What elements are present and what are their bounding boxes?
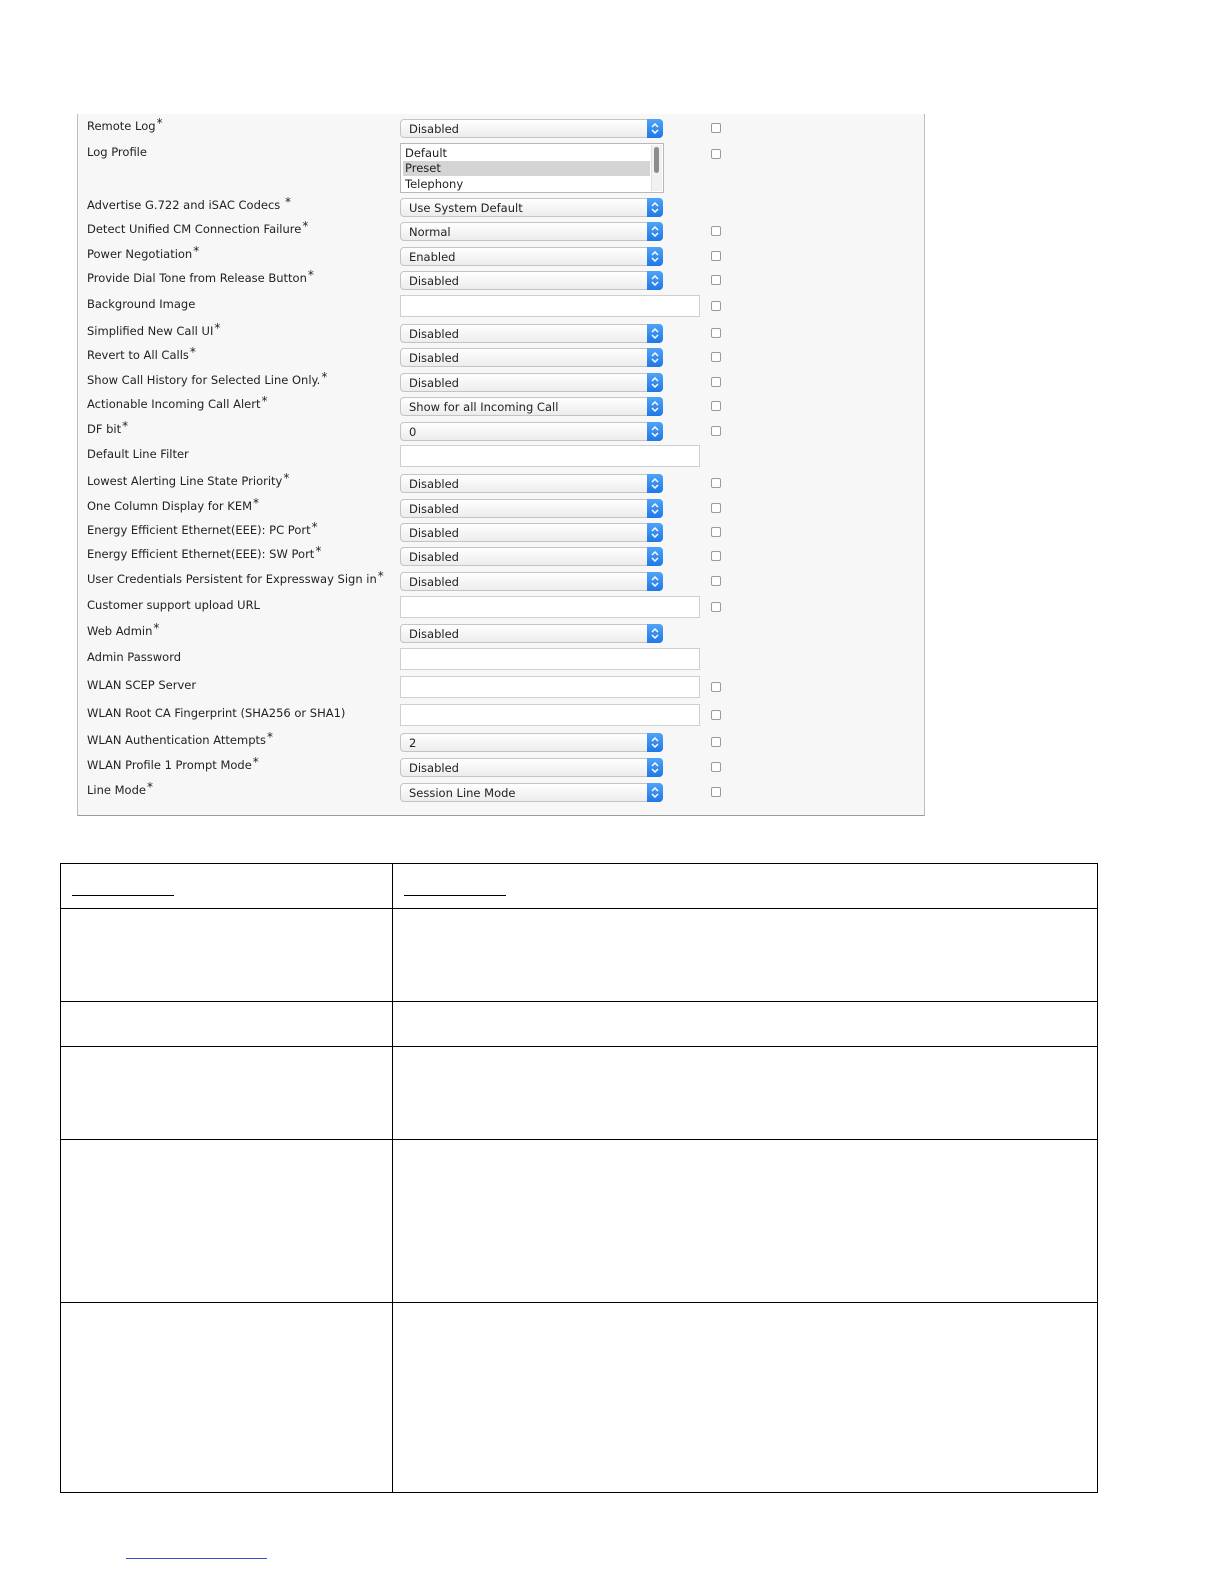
setting-row-wlan-scep-server [78,674,924,698]
list-option-preset[interactable]: Preset [403,161,650,176]
select-arrows-icon [647,474,663,493]
list-option-telephony[interactable]: Telephony [405,177,464,191]
setting-row-web-admin [78,620,924,644]
eee-sw-port-select[interactable]: Disabled [400,547,663,566]
table-cell [393,909,1098,1002]
setting-row-admin-password [78,646,924,670]
table-cell [393,1002,1098,1047]
required-asterisk: * [253,496,260,510]
setting-row-incoming-call-alert [78,393,924,417]
required-asterisk: * [307,268,314,282]
setting-label: DF bit [87,422,122,436]
required-asterisk: * [321,370,328,384]
table-header-row [61,864,1098,909]
eee-pc-port-select[interactable]: Disabled [400,523,663,542]
setting-row-one-column-kem [78,495,924,519]
required-asterisk: * [261,394,268,408]
listbox-scrollbar[interactable] [651,145,662,191]
setting-row-wlan-auth-attempts [78,729,924,753]
setting-label: Energy Efficient Ethernet(EEE): SW Port [87,547,315,561]
wlan-auth-attempts-select[interactable]: 2 [400,733,663,752]
override-checkbox[interactable] [711,226,721,236]
setting-label: Default Line Filter [87,447,189,461]
revert-all-calls-select[interactable]: Disabled [400,348,663,367]
web-admin-select[interactable]: Disabled [400,624,663,643]
setting-row-eee-pc-port [78,519,924,543]
setting-label: Remote Log [87,119,156,133]
required-asterisk: * [214,321,221,335]
override-checkbox[interactable] [711,602,721,612]
df-bit-select[interactable]: 0 [400,422,663,441]
document-table [60,863,1098,1493]
setting-row-call-history-line [78,369,924,393]
setting-label: Energy Efficient Ethernet(EEE): PC Port [87,523,311,537]
required-asterisk: * [377,569,384,583]
one-column-kem-select[interactable]: Disabled [400,499,663,518]
setting-label: WLAN Authentication Attempts [87,733,267,747]
override-checkbox[interactable] [711,682,721,692]
table-row [61,909,1098,1002]
table-cell [393,1140,1098,1303]
override-checkbox[interactable] [711,503,721,513]
power-negotiation-select[interactable]: Enabled [400,247,663,266]
override-checkbox[interactable] [711,251,721,261]
required-asterisk: * [267,730,274,744]
setting-row-power-negotiation [78,243,924,267]
override-checkbox[interactable] [711,737,721,747]
scrollbar-thumb[interactable] [654,147,659,173]
setting-row-background-image [78,293,924,317]
log-profile-listbox[interactable] [400,143,664,193]
select-arrows-icon [647,271,663,290]
table-header-cell [61,864,393,909]
table-cell [61,1303,393,1493]
required-asterisk: * [302,219,309,233]
setting-label: Revert to All Calls [87,348,189,362]
setting-row-support-upload-url [78,594,924,618]
override-checkbox[interactable] [711,478,721,488]
underline-rule [404,895,506,896]
setting-label: Customer support upload URL [87,598,260,612]
table-header-cell [393,864,1098,909]
table-cell [393,1047,1098,1140]
setting-row-default-line-filter [78,443,924,467]
setting-row-simplified-call-ui [78,320,924,344]
override-checkbox[interactable] [711,377,721,387]
setting-label: Line Mode [87,783,146,797]
select-arrows-icon [647,758,663,777]
table-cell [393,1303,1098,1493]
setting-label: Admin Password [87,650,182,664]
advertise-g722-select[interactable]: Use System Default [400,198,663,217]
dial-tone-release-select[interactable]: Disabled [400,271,663,290]
table-cell [61,1047,393,1140]
remote-log-select[interactable]: Disabled [400,119,663,138]
setting-row-line-mode [78,779,924,803]
override-checkbox[interactable] [711,787,721,797]
override-checkbox[interactable] [711,426,721,436]
user-credentials-select[interactable]: Disabled [400,572,663,591]
setting-label: Actionable Incoming Call Alert [87,397,261,411]
table-row [61,1140,1098,1303]
table-row [61,1047,1098,1140]
setting-label: Background Image [87,297,196,311]
required-asterisk: * [315,544,322,558]
setting-row-wlan-root-ca [78,702,924,726]
required-asterisk: * [193,244,200,258]
table-cell [61,1002,393,1047]
select-arrows-icon [647,547,663,566]
override-checkbox[interactable] [711,710,721,720]
override-checkbox[interactable] [711,762,721,772]
required-asterisk: * [122,419,129,433]
override-checkbox[interactable] [711,149,721,159]
phone-settings-panel [77,114,925,816]
wlan-profile-prompt-select[interactable]: Disabled [400,758,663,777]
select-arrows-icon [647,733,663,752]
wlan-root-ca-input[interactable] [400,704,700,726]
setting-label: WLAN Profile 1 Prompt Mode [87,758,252,772]
required-asterisk: * [156,116,163,130]
required-asterisk: * [146,780,153,794]
table-cell [61,1140,393,1303]
select-arrows-icon [647,348,663,367]
incoming-call-alert-select[interactable]: Show for all Incoming Call [400,397,663,416]
select-arrows-icon [647,783,663,802]
select-arrows-icon [647,572,663,591]
select-arrows-icon [647,119,663,138]
setting-row-detect-cm-failure [78,218,924,242]
admin-password-input[interactable] [400,648,700,670]
setting-row-eee-sw-port [78,543,924,567]
setting-row-revert-all-calls [78,344,924,368]
setting-label: Show Call History for Selected Line Only. [87,373,321,387]
override-checkbox[interactable] [711,328,721,338]
select-arrows-icon [647,397,663,416]
select-arrows-icon [647,198,663,217]
setting-label: Detect Unified CM Connection Failure [87,222,302,236]
underline-rule [72,895,174,896]
list-option-default[interactable]: Default [405,146,448,160]
setting-label: Simplified New Call UI [87,324,214,338]
required-asterisk: * [189,345,196,359]
setting-label: Web Admin [87,624,153,638]
setting-label: Log Profile [87,145,147,159]
setting-row-log-profile [78,141,924,195]
setting-row-lowest-alerting [78,470,924,494]
call-history-line-select[interactable]: Disabled [400,373,663,392]
select-arrows-icon [647,499,663,518]
override-checkbox[interactable] [711,576,721,586]
override-checkbox[interactable] [711,401,721,411]
required-asterisk: * [252,755,259,769]
select-arrows-icon [647,523,663,542]
line-mode-select[interactable]: Session Line Mode [400,783,663,802]
override-checkbox[interactable] [711,301,721,311]
background-image-input[interactable] [400,295,700,317]
setting-label: One Column Display for KEM [87,499,253,513]
detect-cm-failure-select[interactable]: Normal [400,222,663,241]
setting-row-df-bit [78,418,924,442]
setting-label: Lowest Alerting Line State Priority [87,474,283,488]
setting-label: Provide Dial Tone from Release Button [87,271,307,285]
select-arrows-icon [647,222,663,241]
setting-row-dial-tone-release [78,267,924,291]
lowest-alerting-select[interactable]: Disabled [400,474,663,493]
required-asterisk: * [284,195,291,209]
table-cell [61,909,393,1002]
override-checkbox[interactable] [711,352,721,362]
footer-link-underline[interactable] [126,1558,267,1559]
override-checkbox[interactable] [711,275,721,285]
setting-label: User Credentials Persistent for Expressway Sign in [87,572,377,586]
support-upload-url-input[interactable] [400,596,700,618]
required-asterisk: * [283,471,290,485]
setting-row-advertise-g722 [78,194,924,218]
override-checkbox[interactable] [711,123,721,133]
simplified-call-ui-select[interactable]: Disabled [400,324,663,343]
required-asterisk: * [311,520,318,534]
setting-label: WLAN SCEP Server [87,678,197,692]
table-row [61,1303,1098,1493]
setting-row-wlan-profile-prompt [78,754,924,778]
select-arrows-icon [647,373,663,392]
select-arrows-icon [647,422,663,441]
required-asterisk: * [153,621,160,635]
setting-row-user-credentials [78,568,924,592]
wlan-scep-server-input[interactable] [400,676,700,698]
select-arrows-icon [647,324,663,343]
override-checkbox[interactable] [711,551,721,561]
select-arrows-icon [647,624,663,643]
setting-label: Advertise G.722 and iSAC Codecs [87,198,284,212]
setting-label: Power Negotiation [87,247,193,261]
select-arrows-icon [647,247,663,266]
override-checkbox[interactable] [711,527,721,537]
default-line-filter-input[interactable] [400,445,700,467]
setting-row-remote-log [78,115,924,139]
table-row [61,1002,1098,1047]
setting-label: WLAN Root CA Fingerprint (SHA256 or SHA1) [87,706,346,720]
